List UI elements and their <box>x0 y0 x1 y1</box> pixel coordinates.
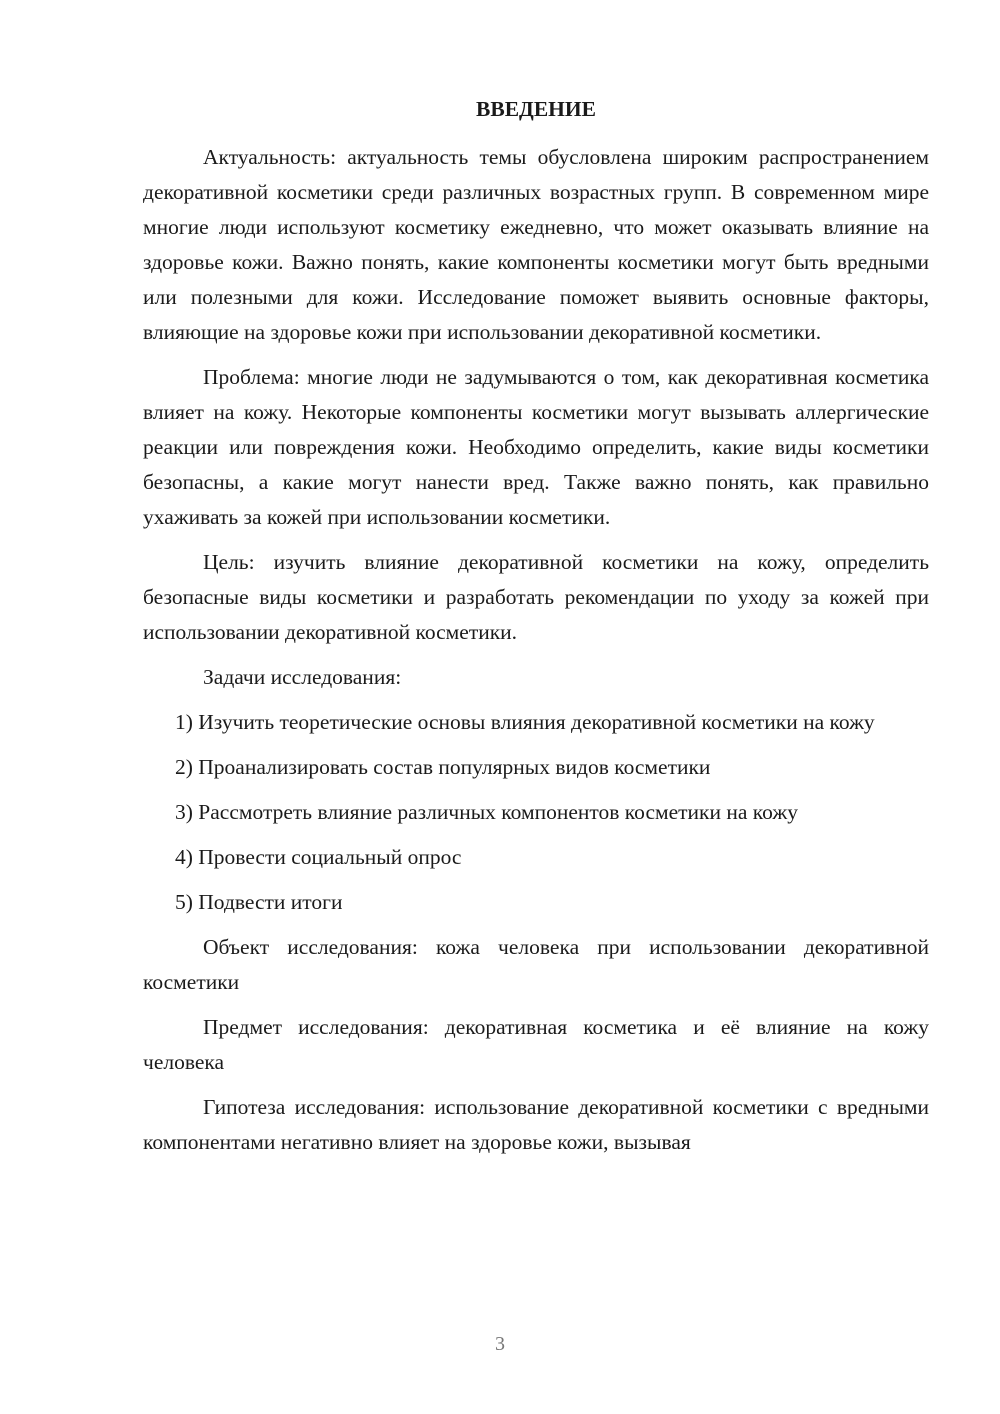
document-body <box>143 140 929 1160</box>
task-item: 4) Провести социальный опрос <box>175 845 462 869</box>
paragraph-goal: Цель: изучить влияние декоративной косметики на кожу, определить безопасные виды косметики и разработать рекомендации по уходу за кожей при использовании декоративной косметики. <box>143 550 929 644</box>
page-number: 3 <box>495 1333 505 1355</box>
paragraph-problem: Проблема: многие люди не задумываются о том, как декоративная косметика влияет на кожу. Некоторые компоненты косметики могут вызывать аллергические реакции или повреждения кожи. Необходимо определить, какие виды косметики безопасны, а какие могут нанести вред. Также важно понять, как правильно ухаживать за кожей при использовании косметики. <box>143 365 929 529</box>
tasks-list <box>143 705 929 920</box>
paragraph-hypothesis: Гипотеза исследования: использование декоративной косметики с вредными компонентами негативно влияет на здоровье кожи, вызывая <box>143 1095 929 1154</box>
task-item: 2) Проанализировать состав популярных видов косметики <box>175 755 711 779</box>
paragraph-relevance: Актуальность: актуальность темы обусловлена широким распространением декоративной косметики среди различных возрастных групп. В современном мире многие люди используют косметику ежедневно, что может оказывать влияние на здоровье кожи. Важно понять, какие компоненты косметики могут быть вредными или полезными для кожи. Исследование поможет выявить основные факторы, влияющие на здоровье кожи при использовании декоративной косметики. <box>143 145 929 344</box>
task-item: 1) Изучить теоретические основы влияния декоративной косметики на кожу <box>175 710 875 734</box>
page-title: ВВЕДЕНИЕ <box>476 97 596 121</box>
paragraph-object: Объект исследования: кожа человека при использовании декоративной косметики <box>143 935 929 994</box>
task-item: 3) Рассмотреть влияние различных компонентов косметики на кожу <box>175 800 798 824</box>
tasks-heading: Задачи исследования: <box>203 665 402 689</box>
task-item: 5) Подвести итоги <box>175 890 343 914</box>
paragraph-subject: Предмет исследования: декоративная косметика и её влияние на кожу человека <box>143 1015 929 1074</box>
